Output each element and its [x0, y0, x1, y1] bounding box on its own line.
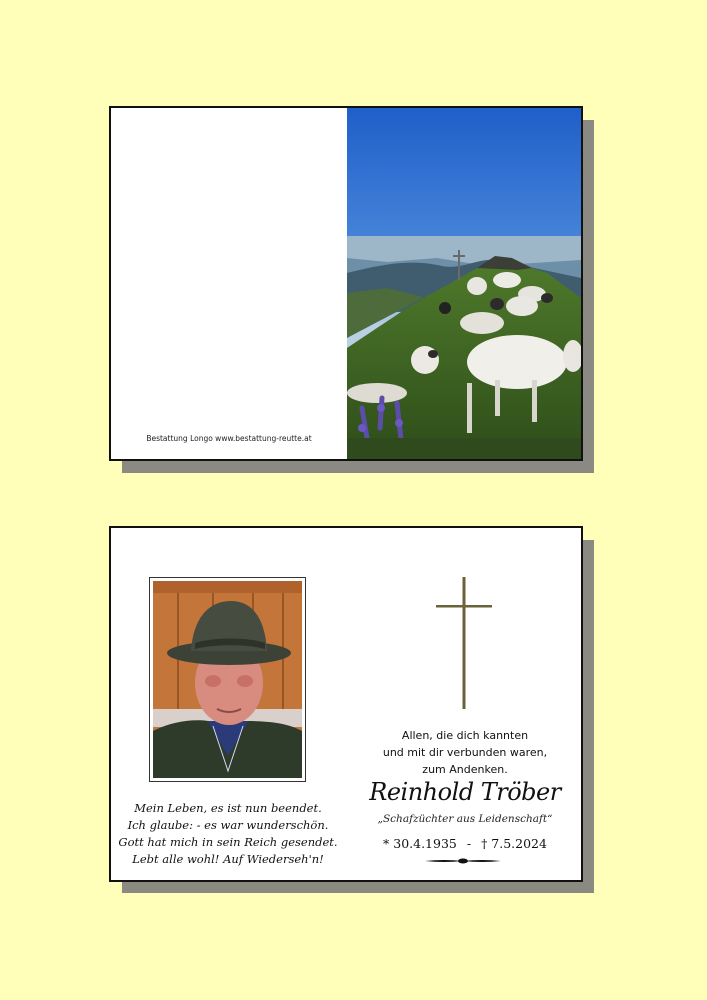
cross-icon [436, 577, 492, 709]
date-separator: - [466, 836, 472, 851]
poem-line: Lebt alle wohl! Auf Wiederseh'n! [132, 852, 324, 866]
portrait-photo [153, 581, 302, 778]
verse-line: und mit dir verbunden waren, [382, 746, 548, 759]
birth-date: * 30.4.1935 [383, 836, 457, 851]
deceased-name: Reinhold Tröber [369, 778, 561, 806]
remembrance-verse [347, 727, 583, 778]
ornament-divider-icon [425, 857, 501, 865]
poem-line: Ich glaube: - es war wunderschön. [127, 818, 329, 832]
portrait-frame [149, 577, 306, 782]
verse-line: Allen, die dich kannten [401, 729, 529, 742]
poem [111, 800, 345, 868]
card-front-blank-page [111, 108, 347, 459]
verse-line: zum Andenken. [422, 763, 508, 776]
card-inside [109, 526, 583, 882]
life-dates [347, 836, 583, 851]
funeral-home-imprint: Bestattung Longo www.bestattung-reutte.at [146, 434, 312, 443]
tagline: „Schafzüchter aus Leidenschaft“ [377, 813, 553, 825]
mountain-sheep-photo [347, 108, 581, 459]
death-date: † 7.5.2024 [481, 836, 547, 851]
poem-line: Mein Leben, es ist nun beendet. [134, 801, 322, 815]
card-front [109, 106, 583, 461]
poem-line: Gott hat mich in sein Reich gesendet. [118, 835, 338, 849]
